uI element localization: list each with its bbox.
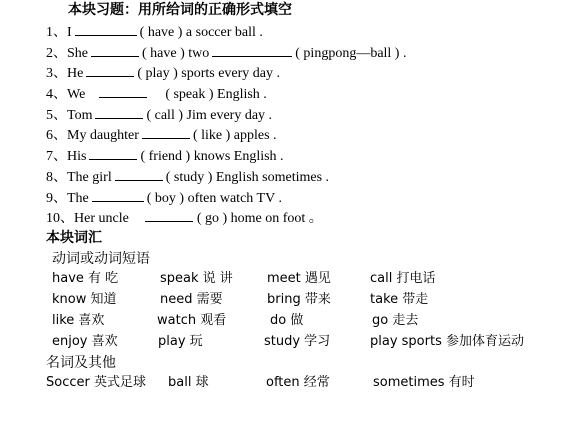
exercise-item: 4、We ( speak ) English . bbox=[46, 84, 406, 105]
vocab-row bbox=[52, 332, 572, 352]
vocab-item: know 知道 bbox=[52, 292, 117, 307]
exercise-item: 6、My daughter ( like ) apples . bbox=[46, 125, 406, 146]
answer-blank[interactable] bbox=[142, 125, 190, 139]
vocab-item: study 学习 bbox=[264, 334, 331, 349]
answer-blank[interactable] bbox=[92, 188, 144, 202]
vocab-row bbox=[52, 311, 572, 331]
exercise-item: 9、The ( boy ) often watch TV . bbox=[46, 188, 406, 209]
exercise-item: 8、The girl ( study ) English sometimes . bbox=[46, 167, 406, 188]
vocab-item: meet 遇见 bbox=[267, 271, 331, 286]
exercise-title: 本块习题：用所给词的正确形式填空 bbox=[68, 2, 292, 18]
vocab-row bbox=[46, 373, 566, 393]
vocab-item: often 经常 bbox=[266, 375, 330, 390]
exercise-item: 7、His ( friend ) knows English . bbox=[46, 146, 406, 167]
vocab-item: do 做 bbox=[270, 313, 304, 328]
exercise-item: 3、He ( play ) sports every day . bbox=[46, 63, 406, 84]
answer-blank[interactable] bbox=[145, 208, 193, 222]
verbs-heading: 动词或动词短语 bbox=[52, 251, 150, 267]
answer-blank[interactable] bbox=[91, 43, 139, 57]
vocab-item: take 带走 bbox=[370, 292, 429, 307]
exercise-item: 5、Tom ( call ) Jim every day . bbox=[46, 105, 406, 126]
vocab-row bbox=[52, 269, 572, 289]
vocab-item: like 喜欢 bbox=[52, 313, 105, 328]
answer-blank[interactable] bbox=[115, 167, 163, 181]
vocab-heading: 本块词汇 bbox=[46, 230, 102, 246]
vocab-item: watch 观看 bbox=[157, 313, 227, 328]
vocab-item: bring 带来 bbox=[267, 292, 331, 307]
answer-blank[interactable] bbox=[89, 146, 137, 160]
exercise-item: 10、Her uncle ( go ) home on foot 。 bbox=[46, 208, 406, 229]
vocab-item: play 玩 bbox=[158, 334, 203, 349]
exercise-item: 2、She ( have ) two ( pingpong—ball ) . bbox=[46, 43, 406, 64]
exercise-item: 1、I ( have ) a soccer ball . bbox=[46, 22, 406, 43]
answer-blank[interactable] bbox=[95, 105, 143, 119]
answer-blank[interactable] bbox=[86, 63, 134, 77]
vocab-item: have 有 吃 bbox=[52, 271, 119, 286]
vocab-item: play sports 参加体育运动 bbox=[370, 334, 524, 349]
vocab-item: enjoy 喜欢 bbox=[52, 334, 118, 349]
vocab-item: ball 球 bbox=[168, 375, 209, 390]
vocab-row bbox=[52, 290, 572, 310]
vocab-item: call 打电话 bbox=[370, 271, 436, 286]
vocab-item: need 需要 bbox=[160, 292, 223, 307]
others-heading: 名词及其他 bbox=[46, 355, 116, 371]
vocab-item: Soccer 英式足球 bbox=[46, 375, 146, 390]
vocab-item: speak 说 讲 bbox=[160, 271, 233, 286]
answer-blank[interactable] bbox=[75, 22, 137, 36]
exercise-list bbox=[46, 22, 406, 229]
answer-blank[interactable] bbox=[212, 43, 292, 57]
vocab-item: go 走去 bbox=[372, 313, 419, 328]
answer-blank[interactable] bbox=[99, 84, 147, 98]
vocab-item: sometimes 有时 bbox=[373, 375, 475, 390]
